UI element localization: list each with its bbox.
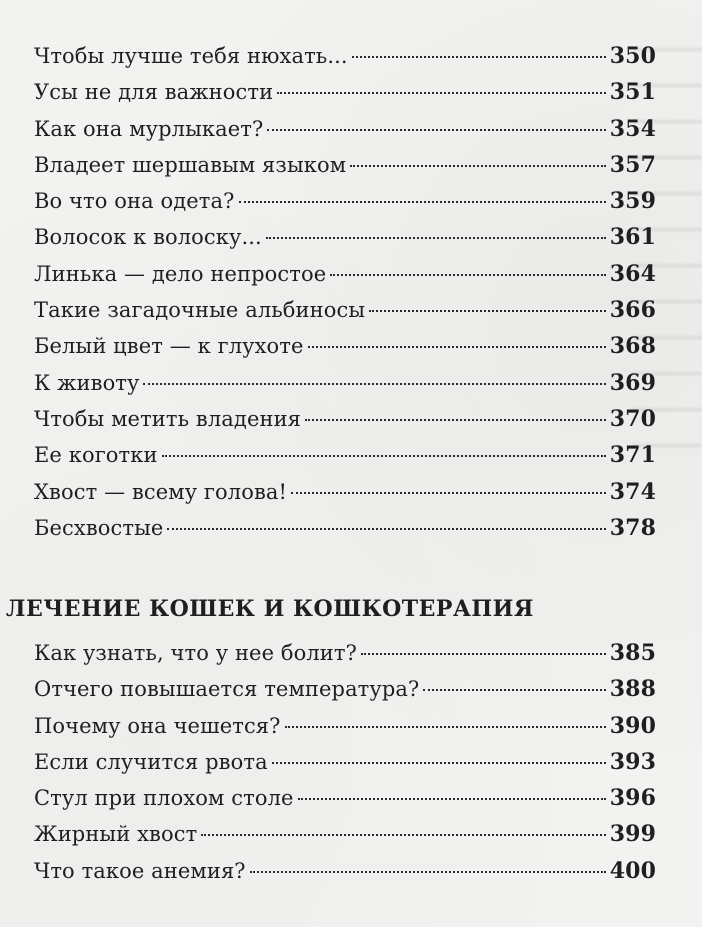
toc-entry-title: Усы не для важности bbox=[34, 80, 274, 105]
toc-entry-title: Чтобы лучше тебя нюхать... bbox=[34, 44, 348, 68]
toc-entry-title: Как узнать, что у нее болит? bbox=[34, 641, 357, 665]
dot-leader bbox=[285, 726, 606, 728]
toc-entry bbox=[34, 219, 656, 255]
toc-entry-page: 351 bbox=[609, 79, 656, 106]
toc-entry-page: 385 bbox=[609, 640, 656, 666]
toc-entry bbox=[34, 671, 656, 707]
toc-entry-title: Стул при плохом столе bbox=[34, 786, 294, 811]
toc-entry bbox=[34, 853, 656, 889]
toc-entry-title: Ее коготки bbox=[34, 443, 158, 468]
toc-entry-page: 374 bbox=[609, 478, 656, 505]
dot-leader bbox=[272, 762, 606, 764]
toc-entry-page: 364 bbox=[609, 260, 656, 287]
toc-entry-page: 390 bbox=[609, 712, 656, 739]
toc-entry-title: Во что она одета? bbox=[34, 189, 235, 214]
toc-entry bbox=[34, 437, 656, 473]
dot-leader bbox=[352, 56, 606, 58]
dot-leader bbox=[350, 165, 606, 167]
toc-entry-page: 350 bbox=[609, 43, 656, 69]
toc-entry bbox=[34, 708, 656, 744]
toc-entry-title: Жирный хвост bbox=[34, 822, 198, 847]
dot-leader bbox=[239, 201, 606, 203]
toc-entry-page: 388 bbox=[609, 676, 656, 703]
toc-entry-title: Как она мурлыкает? bbox=[34, 116, 264, 141]
dot-leader bbox=[167, 528, 605, 530]
toc-entry-page: 368 bbox=[609, 333, 656, 360]
toc-entry-title: К животу bbox=[34, 370, 140, 395]
toc-entry bbox=[34, 510, 656, 546]
toc-entry bbox=[34, 474, 656, 510]
toc-section-2 bbox=[34, 635, 656, 889]
toc-entry-page: 361 bbox=[609, 224, 656, 251]
toc-entry-page: 371 bbox=[609, 442, 656, 469]
toc-entry-title: Бесхвостые bbox=[34, 515, 164, 540]
dot-leader bbox=[361, 653, 606, 655]
toc-entry-page: 393 bbox=[609, 748, 656, 775]
dot-leader bbox=[277, 92, 606, 94]
toc-entry bbox=[34, 744, 656, 780]
toc-entry-page: 369 bbox=[609, 369, 656, 396]
dot-leader bbox=[201, 834, 605, 836]
toc-entry-page: 396 bbox=[609, 785, 656, 812]
toc-entry bbox=[34, 292, 656, 328]
toc-entry-page: 366 bbox=[609, 297, 656, 324]
toc-entry-title: Отчего повышается температура? bbox=[34, 677, 420, 702]
dot-leader bbox=[369, 310, 606, 312]
toc-entry-title: Почему она чешется? bbox=[34, 713, 281, 738]
toc-entry-page: 370 bbox=[609, 405, 656, 432]
toc-entry bbox=[34, 183, 656, 219]
toc-entry-title: Что такое анемия? bbox=[34, 858, 246, 883]
dot-leader bbox=[250, 871, 606, 873]
dot-leader bbox=[305, 419, 606, 421]
toc-entry-title: Линька — дело непростое bbox=[34, 261, 327, 286]
toc-entry-page: 399 bbox=[609, 821, 656, 848]
toc-entry-title: Белый цвет — к глухоте bbox=[34, 334, 304, 359]
toc-entry-page: 357 bbox=[609, 151, 656, 178]
toc-entry bbox=[34, 780, 656, 816]
toc-entry bbox=[34, 365, 656, 401]
dot-leader bbox=[330, 274, 606, 276]
toc-entry-title: Хвост — всему голова! bbox=[34, 479, 288, 504]
toc-entry-title: Если случится рвота bbox=[34, 749, 268, 774]
dot-leader bbox=[162, 455, 606, 457]
toc-entry-page: 354 bbox=[609, 115, 656, 142]
toc-entry bbox=[34, 635, 656, 671]
toc-entry bbox=[34, 111, 656, 147]
dot-leader bbox=[266, 237, 606, 239]
dot-leader bbox=[308, 346, 606, 348]
dot-leader bbox=[423, 689, 605, 691]
toc-entry bbox=[34, 401, 656, 437]
toc-entry-page: 359 bbox=[609, 188, 656, 215]
toc-entry bbox=[34, 147, 656, 183]
toc-entry bbox=[34, 74, 656, 110]
toc-entry-title: Волосок к волоску... bbox=[34, 225, 262, 250]
dot-leader bbox=[267, 129, 605, 131]
toc-entry bbox=[34, 328, 656, 364]
section-heading: ЛЕЧЕНИЕ КОШЕК И КОШКОТЕРАПИЯ bbox=[6, 596, 534, 622]
toc-entry bbox=[34, 256, 656, 292]
toc-entry-page: 400 bbox=[609, 857, 656, 884]
dot-leader bbox=[143, 383, 605, 385]
toc-entry-title: Такие загадочные альбиносы bbox=[34, 298, 366, 323]
toc-entry-page: 378 bbox=[609, 514, 656, 541]
dot-leader bbox=[291, 492, 606, 494]
toc-entry bbox=[34, 816, 656, 852]
dot-leader bbox=[298, 798, 606, 800]
toc-entry-title: Владеет шершавым языком bbox=[34, 152, 347, 177]
toc-entry bbox=[34, 38, 656, 74]
toc-entry-title: Чтобы метить владения bbox=[34, 406, 302, 431]
toc-section-1 bbox=[34, 38, 656, 546]
